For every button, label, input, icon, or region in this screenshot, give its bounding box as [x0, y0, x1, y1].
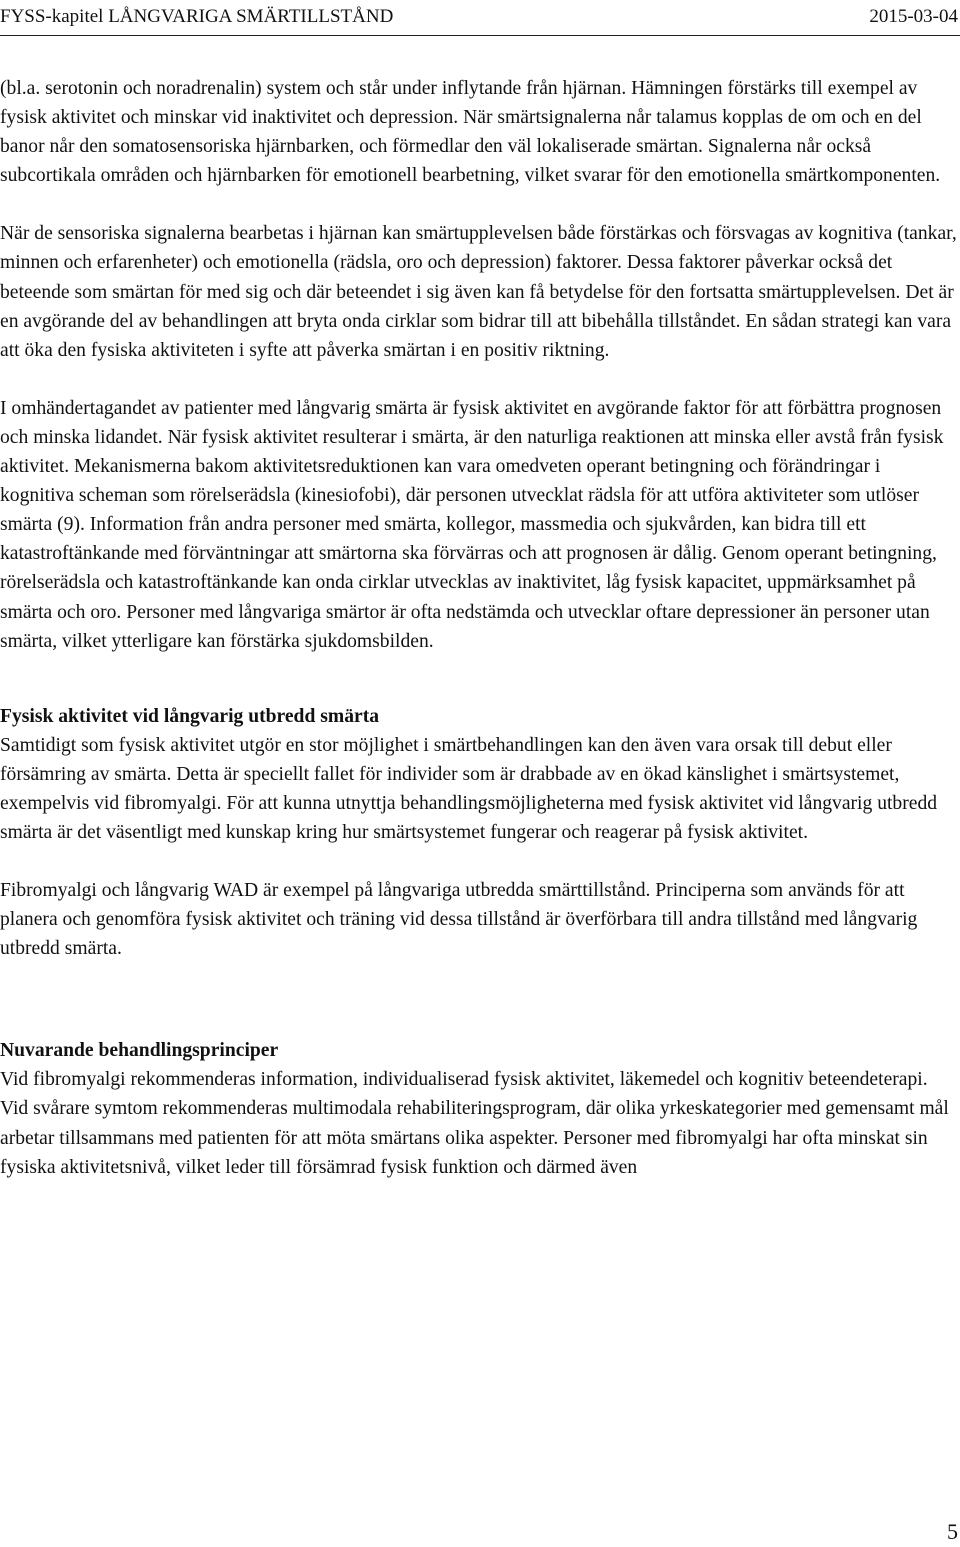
header-title: FYSS-kapitel LÅNGVARIGA SMÄRTILLSTÅND: [0, 6, 394, 27]
header-divider: [0, 35, 960, 36]
section-heading: Fysisk aktivitet vid långvarig utbredd smärta: [0, 705, 380, 727]
page-header: [0, 3, 958, 31]
paragraph: Samtidigt som fysisk aktivitet utgör en stor möjlighet i smärtbehandlingen kan den även vara orsak till debut eller försämring av smärta. Detta är speciellt fallet för individer som är drabbade av en ökad känslighet i smärtsystemet, exempelvis vid fibromyalgi. För att kunna utnyttja behandlingsmöjligheterna med fysisk aktivitet vid långvarig utbredd smärta är det väsentligt med kunskap kring hur smärtsystemet fungerar och reagerar på fysisk aktivitet.: [0, 734, 938, 843]
section-heading: Nuvarande behandlingsprinciper: [0, 1040, 279, 1062]
page-number: 5: [947, 1519, 958, 1544]
paragraph: Vid fibromyalgi rekommenderas information, individualiserad fysisk aktivitet, läkemedel och kognitiv beteendeterapi. Vid svårare symtom rekommenderas multimodala rehabiliteringsprogram, där olika yrkeskategorier med gemensamt mål arbetar tillsammans med patienten för att möta smärtans olika aspekter. Personer med fibromyalgi har ofta minskat sin fysiska aktivitetsnivå, vilket leder till försämrad fysisk funktion och därmed även: [0, 1069, 949, 1178]
document-body: [0, 74, 958, 1182]
paragraph: (bl.a. serotonin och noradrenalin) system och står under inflytande från hjärnan. Hämningen förstärks till exempel av fysisk aktivitet och minskar vid inaktivitet och depression. När smärtsignalerna når talamus kopplas de om och en del banor når den somatosensoriska hjärnbarken, och förmedlar den väl lokaliserade smärtan. Signalerna når också subcortikala områden och hjärnbarken för emotionell bearbetning, vilket svarar för den emotionella smärtkomponenten.: [0, 78, 941, 187]
paragraph: När de sensoriska signalerna bearbetas i hjärnan kan smärtupplevelsen både förstärkas och försvagas av kognitiva (tankar, minnen och erfarenheter) och emotionella (rädsla, oro och depression) faktorer. Dessa faktorer påverkar också det beteende som smärtan för med sig och där beteendet i sig även kan få betydelse för den fortsatta smärtupplevelsen. Det är en avgörande del av behandlingen att bryta onda cirklar som bidrar till att bibehålla tillståndet. En sådan strategi kan vara att öka den fysiska aktiviteten i syfte att påverka smärtan i en positiv riktning.: [0, 223, 957, 361]
paragraph: I omhändertagandet av patienter med långvarig smärta är fysisk aktivitet en avgörande faktor för att förbättra prognosen och minska lidandet. När fysisk aktivitet resulterar i smärta, är den naturliga reaktionen att minska eller avstå från fysisk aktivitet. Mekanismerna bakom aktivitetsreduktionen kan vara omedveten operant betingning och förändringar i kognitiva scheman som rörelserädsla (kinesiofobi), där personen utvecklat rädsla för att utföra aktiviteter som utlöser smärta (9). Information från andra personer med smärta, kollegor, massmedia och sjukvården, kan bidra till ett katastroftänkande med förväntningar att smärtorna ska förvärras och att prognosen är dålig. Genom operant betingning, rörelserädsla och katastroftänkande kan onda cirklar utvecklas av inaktivitet, låg fysisk kapacitet, uppmärksamhet på smärta och oro. Personer med långvariga smärtor är ofta nedstämda och utvecklar oftare depressioner än personer utan smärta, vilket ytterligare kan förstärka sjukdomsbilden.: [0, 397, 944, 652]
paragraph: Fibromyalgi och långvarig WAD är exempel på långvariga utbredda smärttillstånd. Principerna som används för att planera och genomföra fysisk aktivitet och träning vid dessa tillstånd är överförbara till andra tillstånd med långvarig utbredd smärta.: [0, 880, 918, 960]
header-date: 2015-03-04: [869, 6, 958, 27]
